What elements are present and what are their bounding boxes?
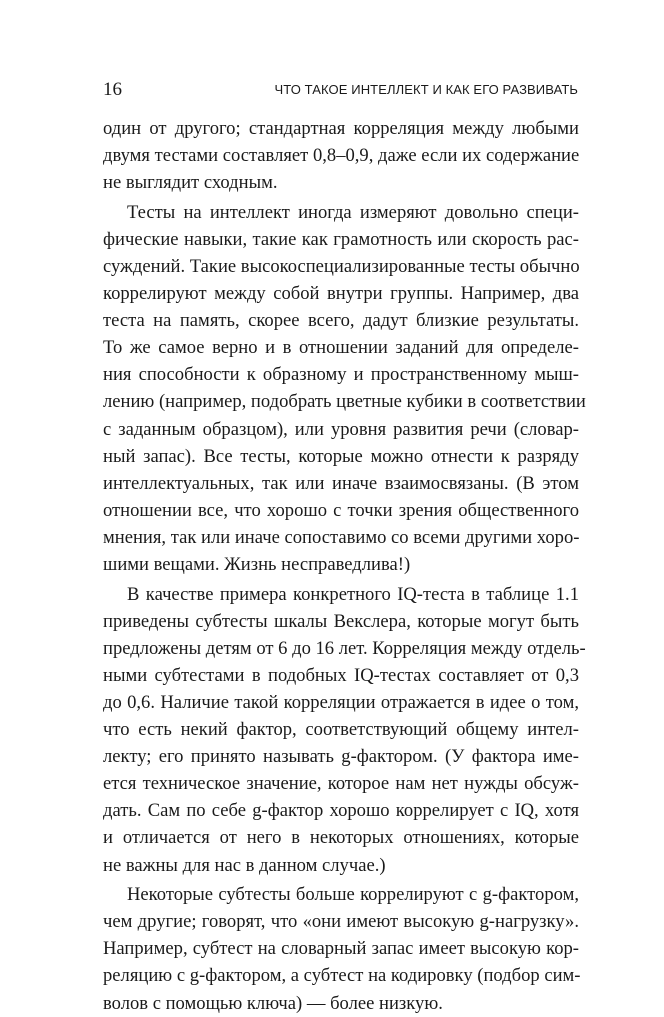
text-line: лекту; его принято называть g-фактором. (У фактора име- xyxy=(103,746,579,768)
text-line: отношении все, что хорошо с точки зрения общественного xyxy=(103,499,579,521)
text-line: что есть некий фактор, соответствующий общему интел- xyxy=(103,719,579,741)
text-line: дать. Сам по себе g-фактор хорошо коррелирует с IQ, хотя xyxy=(103,800,579,822)
text-line: Тесты на интеллект иногда измеряют довольно специ- xyxy=(127,201,579,223)
text-line: Некоторые субтесты больше коррелируют с g-фактором, xyxy=(127,884,579,906)
text-line: В качестве примера конкретного IQ-теста в таблице 1.1 xyxy=(127,583,579,605)
running-title: ЧТО ТАКОЕ ИНТЕЛЛЕКТ И КАК ЕГО РАЗВИВАТЬ xyxy=(274,82,578,97)
text-line: один от другого; стандартная корреляция между любыми xyxy=(103,118,579,139)
page-header xyxy=(103,78,578,102)
paragraph xyxy=(103,115,579,196)
text-line: реляцию с g-фактором, а субтест на кодировку (подбор сим- xyxy=(103,965,581,987)
text-line: мнения, так или иначе сопоставимо со всеми другими хоро- xyxy=(103,526,580,548)
text-line: волов с помощью ключа) — более низкую. xyxy=(103,992,443,1014)
paragraph xyxy=(103,881,579,1016)
text-line: предложены детям от 6 до 16 лет. Корреляция между отдель- xyxy=(103,637,586,659)
paragraph xyxy=(103,199,586,578)
text-line: Например, субтест на словарный запас имеет высокую кор- xyxy=(103,938,579,960)
text-line: ными субтестами в подобных IQ-тестах составляет от 0,3 xyxy=(103,664,579,686)
text-line: фические навыки, такие как грамотность или скорость рас- xyxy=(103,228,579,250)
text-line: двумя тестами составляет 0,8–0,9, даже если их содержание xyxy=(103,145,580,167)
page-number: 16 xyxy=(103,79,122,100)
text-line: лению (например, подобрать цветные кубики в соответствии xyxy=(103,391,586,413)
text-line: ния способности к образному и пространственному мыш- xyxy=(103,364,579,386)
text-line: и отличается от него в некоторых отношениях, которые xyxy=(103,827,579,849)
text-line: интеллектуальных, так или иначе взаимосвязаны. (В этом xyxy=(103,472,579,494)
text-line: теста на память, скорее всего, дадут близкие результаты. xyxy=(103,310,579,332)
text-line: не выглядит сходным. xyxy=(103,172,278,194)
text-line: ный запас). Все тесты, которые можно отнести к разряду xyxy=(103,445,579,467)
text-line: То же самое верно и в отношении заданий для определе- xyxy=(103,337,579,359)
text-line: шими вещами. Жизнь несправедлива!) xyxy=(103,554,411,575)
text-line: не важны для нас в данном случае.) xyxy=(103,854,386,876)
text-line: коррелируют между собой внутри группы. Например, два xyxy=(103,283,579,305)
paragraph xyxy=(103,581,586,879)
text-line: приведены субтесты шкалы Векслера, которые могут быть xyxy=(103,610,579,632)
body-text xyxy=(103,115,586,1017)
text-line: с заданным образцом), или уровня развития речи (словар- xyxy=(103,418,579,440)
text-line: до 0,6. Наличие такой корреляции отражается в идее о том, xyxy=(103,691,579,713)
text-line: чем другие; говорят, что «они имеют высокую g-нагрузку». xyxy=(103,911,579,933)
text-line: ется техническое значение, которое нам нет нужды обсуж- xyxy=(103,773,579,795)
text-line: суждений. Такие высокоспециализированные тесты обычно xyxy=(103,255,580,277)
